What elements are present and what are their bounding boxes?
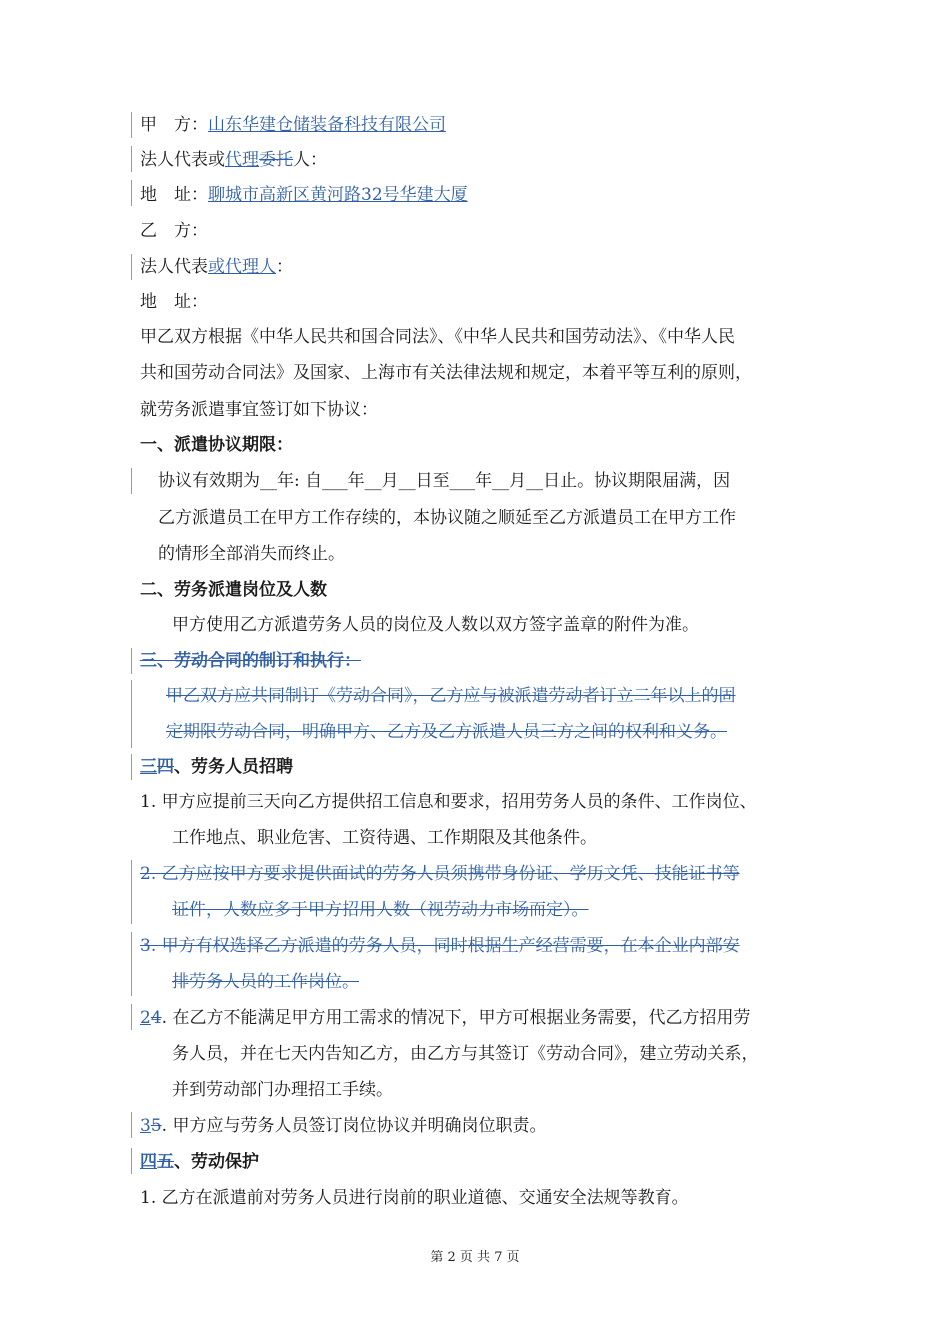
deleted-number: 4	[150, 1008, 162, 1028]
list-item-line	[140, 1114, 820, 1138]
change-bar	[131, 932, 132, 996]
page-footer: 第 2 页 共 7 页	[430, 1250, 520, 1265]
deleted-number: 五	[157, 1152, 174, 1172]
section-body-line: 的情形全部消失而终止。	[158, 544, 345, 564]
inserted-number: 四	[140, 1152, 157, 1172]
inserted-text: 或代理人	[208, 257, 276, 277]
section-heading: 二、劳务派遣岗位及人数	[140, 580, 327, 600]
party-b-address-line	[140, 290, 820, 314]
party-b-line	[140, 219, 820, 243]
section-heading-text: 、劳务人员招聘	[174, 757, 293, 777]
inserted-text: 代理	[225, 150, 259, 170]
party-a-address: 聊城市高新区黄河路32号华建大厦	[208, 185, 468, 205]
deleted-number: 四	[157, 757, 174, 777]
party-a-address-line	[140, 183, 820, 207]
change-bar	[131, 146, 132, 172]
intro-line: 就劳务派遣事宜签订如下协议：	[140, 400, 378, 420]
change-bar	[131, 112, 132, 138]
inserted-number: 三	[140, 757, 157, 777]
list-item-line: 1. 乙方在派遣前对劳务人员进行岗前的职业道德、交通安全法规等教育。	[140, 1188, 689, 1208]
party-b-address-label: 地 址：	[140, 292, 208, 312]
change-bar	[131, 180, 132, 206]
deleted-section-line: 定期限劳动合同，明确甲方、乙方及乙方派遣人员三方之间的权利和义务。	[166, 722, 727, 742]
change-bar	[131, 754, 132, 780]
list-item-line: 工作地点、职业危害、工资待遇、工作期限及其他条件。	[172, 828, 597, 848]
change-bar	[131, 648, 132, 674]
deleted-text: 委托	[259, 150, 293, 170]
party-b-rep-label: 法人代表	[140, 257, 208, 277]
change-bar	[131, 254, 132, 280]
section-body-line: 乙方派遣员工在甲方工作存续的，本协议随之顺延至乙方派遣员工在甲方工作	[158, 508, 736, 528]
inserted-number: 3	[140, 1116, 151, 1136]
party-a-name: 山东华建仓储装备科技有限公司	[208, 115, 446, 135]
inserted-number: 2	[140, 1008, 151, 1028]
party-a-rep-line	[140, 148, 820, 172]
list-item-line: 务人员，并在七天内告知乙方，由乙方与其签订《劳动合同》，建立劳动关系，	[172, 1044, 759, 1064]
party-a-rep-label: 法人代表或	[140, 150, 225, 170]
party-a-line	[140, 113, 820, 137]
intro-line: 共和国劳动合同法》及国家、上海市有关法律法规和规定，本着平等互利的原则，	[140, 363, 752, 383]
section-heading-text: 、劳动保护	[174, 1152, 259, 1172]
change-bar	[131, 860, 132, 924]
party-b-rep-colon: ：	[276, 257, 293, 277]
change-bar	[131, 1148, 132, 1174]
intro-line: 甲乙双方根据《中华人民共和国合同法》、《中华人民共和国劳动法》、《中华人民	[140, 327, 735, 347]
section-heading	[140, 755, 820, 779]
party-a-address-label: 地 址：	[140, 185, 208, 205]
change-bar	[131, 680, 132, 748]
deleted-number: 5	[150, 1116, 162, 1136]
list-item-line: 1. 甲方应提前三天向乙方提供招工信息和要求，招用劳务人员的条件、工作岗位、	[140, 792, 757, 812]
party-a-rep-suffix: 人：	[293, 150, 327, 170]
list-item-text: . 在乙方不能满足甲方用工需求的情况下，甲方可根据业务需要，代乙方招用劳	[161, 1008, 751, 1028]
deleted-section-line: 甲乙双方应共同制订《劳动合同》，乙方应与被派遣劳动者订立二年以上的固	[166, 686, 736, 706]
party-b-label: 乙 方：	[140, 221, 208, 241]
deleted-list-item-line: 排劳务人员的工作岗位。	[172, 972, 359, 992]
list-item-line: 并到劳动部门办理招工手续。	[172, 1080, 393, 1100]
section-body-line: 甲方使用乙方派遣劳务人员的岗位及人数以双方签字盖章的附件为准。	[172, 615, 699, 635]
change-bar	[131, 1112, 132, 1138]
list-item-line	[140, 1006, 820, 1030]
section-body-line: 协议有效期为__年: 自___年__月__日至___年__月__日止。协议期限届满，因	[158, 471, 731, 491]
deleted-list-item-line: 3. 甲方有权选择乙方派遣的劳务人员，同时根据生产经营需要，在本企业内部安	[140, 936, 740, 956]
section-heading: 一、派遣协议期限：	[140, 435, 293, 455]
change-bar	[131, 468, 132, 494]
deleted-section-heading: 三、劳动合同的制订和执行：	[140, 651, 361, 671]
deleted-list-item-line: 证件，人数应多于甲方招用人数（视劳动力市场而定）。	[172, 900, 589, 920]
section-heading	[140, 1150, 820, 1174]
party-b-rep-line	[140, 255, 820, 279]
deleted-list-item-line: 2. 乙方应按甲方要求提供面试的劳务人员须携带身份证、学历文凭、技能证书等	[140, 864, 740, 884]
party-a-label: 甲 方：	[140, 115, 208, 135]
list-item-text: . 甲方应与劳务人员签订岗位协议并明确岗位职责。	[161, 1116, 547, 1136]
change-bar	[131, 1004, 132, 1030]
